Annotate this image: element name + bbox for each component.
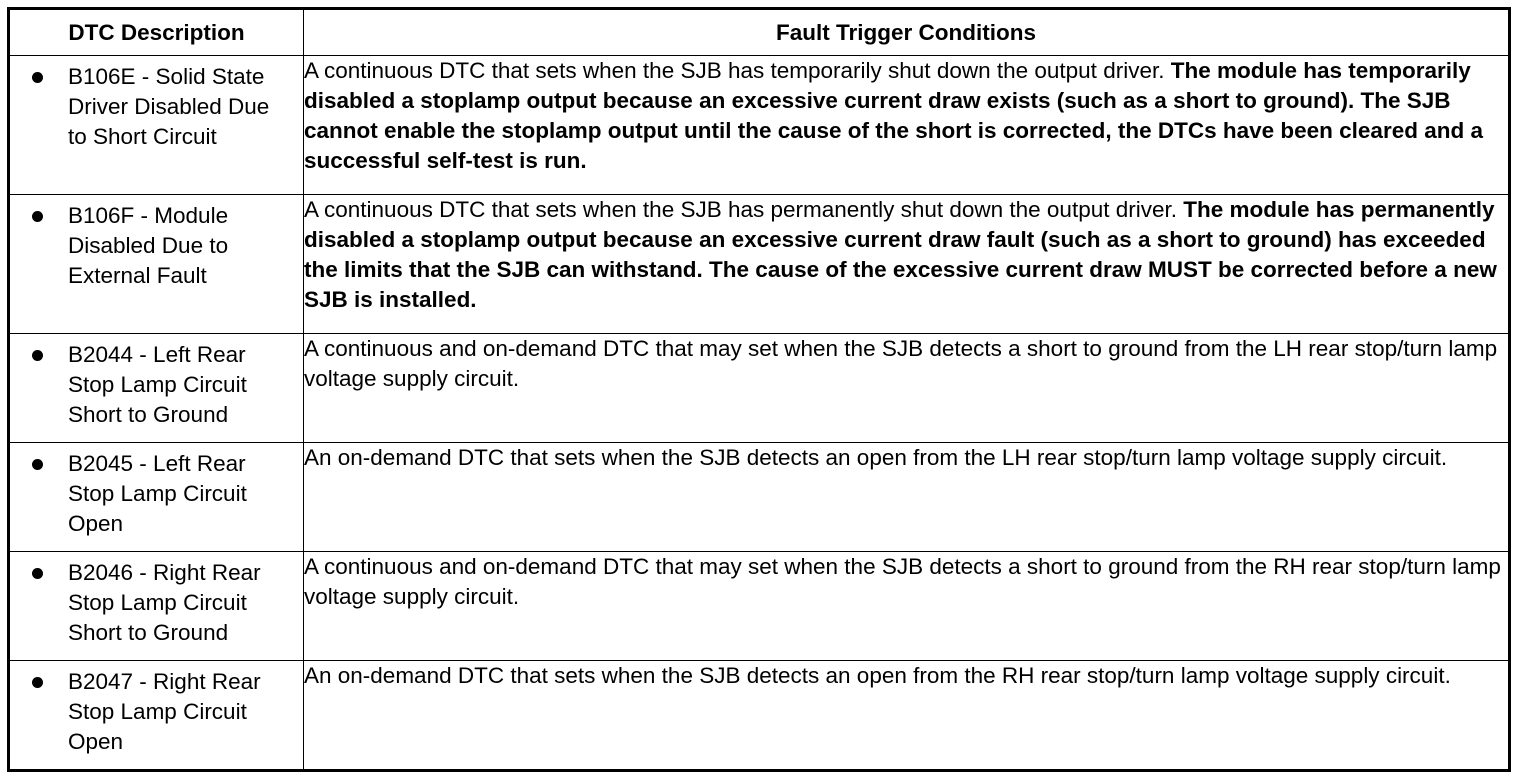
dtc-cell (9, 443, 304, 552)
table-row (9, 552, 1510, 661)
condition-cell (304, 443, 1510, 552)
dtc-description: B106E - Solid State Driver Disabled Due to Short Circuit (68, 64, 270, 149)
table-row (9, 661, 1510, 771)
dtc-cell (9, 334, 304, 443)
condition-cell (304, 334, 1510, 443)
header-fault-trigger-conditions: Fault Trigger Conditions (304, 9, 1510, 56)
condition-cell (304, 56, 1510, 195)
table-row (9, 195, 1510, 334)
bullet-icon (32, 568, 43, 579)
dtc-description: B2046 - Right Rear Stop Lamp Circuit Short to Ground (68, 560, 261, 645)
bullet-icon (32, 677, 43, 688)
condition-cell (304, 552, 1510, 661)
dtc-table (7, 7, 1511, 772)
condition-text: An on-demand DTC that sets when the SJB detects an open from the RH rear stop/turn lamp voltage supply circuit. (304, 663, 1451, 688)
bullet-icon (32, 211, 43, 222)
header-dtc-description: DTC Description (9, 9, 304, 56)
dtc-description: B106F - Module Disabled Due to External Fault (68, 203, 229, 288)
table-row (9, 443, 1510, 552)
table-row (9, 334, 1510, 443)
table-header-row (9, 9, 1510, 56)
condition-emphasis: The module has temporarily disabled a stoplamp output because an excessive current draw exists (such as a short to ground). The SJB cannot enable the stoplamp output until the cause of the short is corrected, the DTCs have been cleared and a successful self-test is run. (304, 58, 1483, 173)
condition-text: A continuous DTC that sets when the SJB has permanently shut down the output driver. (304, 197, 1184, 222)
condition-text: An on-demand DTC that sets when the SJB detects an open from the LH rear stop/turn lamp voltage supply circuit. (304, 445, 1448, 470)
bullet-icon (32, 350, 43, 361)
dtc-cell (9, 552, 304, 661)
bullet-icon (32, 459, 43, 470)
condition-cell (304, 195, 1510, 334)
dtc-cell (9, 661, 304, 771)
condition-text: A continuous and on-demand DTC that may set when the SJB detects a short to ground from the LH rear stop/turn lamp voltage supply circuit. (304, 336, 1498, 391)
dtc-cell (9, 195, 304, 334)
table-row (9, 56, 1510, 195)
dtc-description: B2045 - Left Rear Stop Lamp Circuit Open (68, 451, 247, 536)
condition-text: A continuous DTC that sets when the SJB has temporarily shut down the output driver. (304, 58, 1171, 83)
dtc-description: B2044 - Left Rear Stop Lamp Circuit Short to Ground (68, 342, 247, 427)
condition-cell (304, 661, 1510, 771)
bullet-icon (32, 72, 43, 83)
dtc-cell (9, 56, 304, 195)
condition-text: A continuous and on-demand DTC that may set when the SJB detects a short to ground from the RH rear stop/turn lamp voltage supply circuit. (304, 554, 1501, 609)
condition-emphasis: The module has permanently disabled a stoplamp output because an excessive current draw fault (such as a short to ground) has exceeded the limits that the SJB can withstand. The cause of the excessive current draw MUST be corrected before a new SJB is installed. (304, 197, 1497, 312)
dtc-description: B2047 - Right Rear Stop Lamp Circuit Open (68, 669, 261, 754)
